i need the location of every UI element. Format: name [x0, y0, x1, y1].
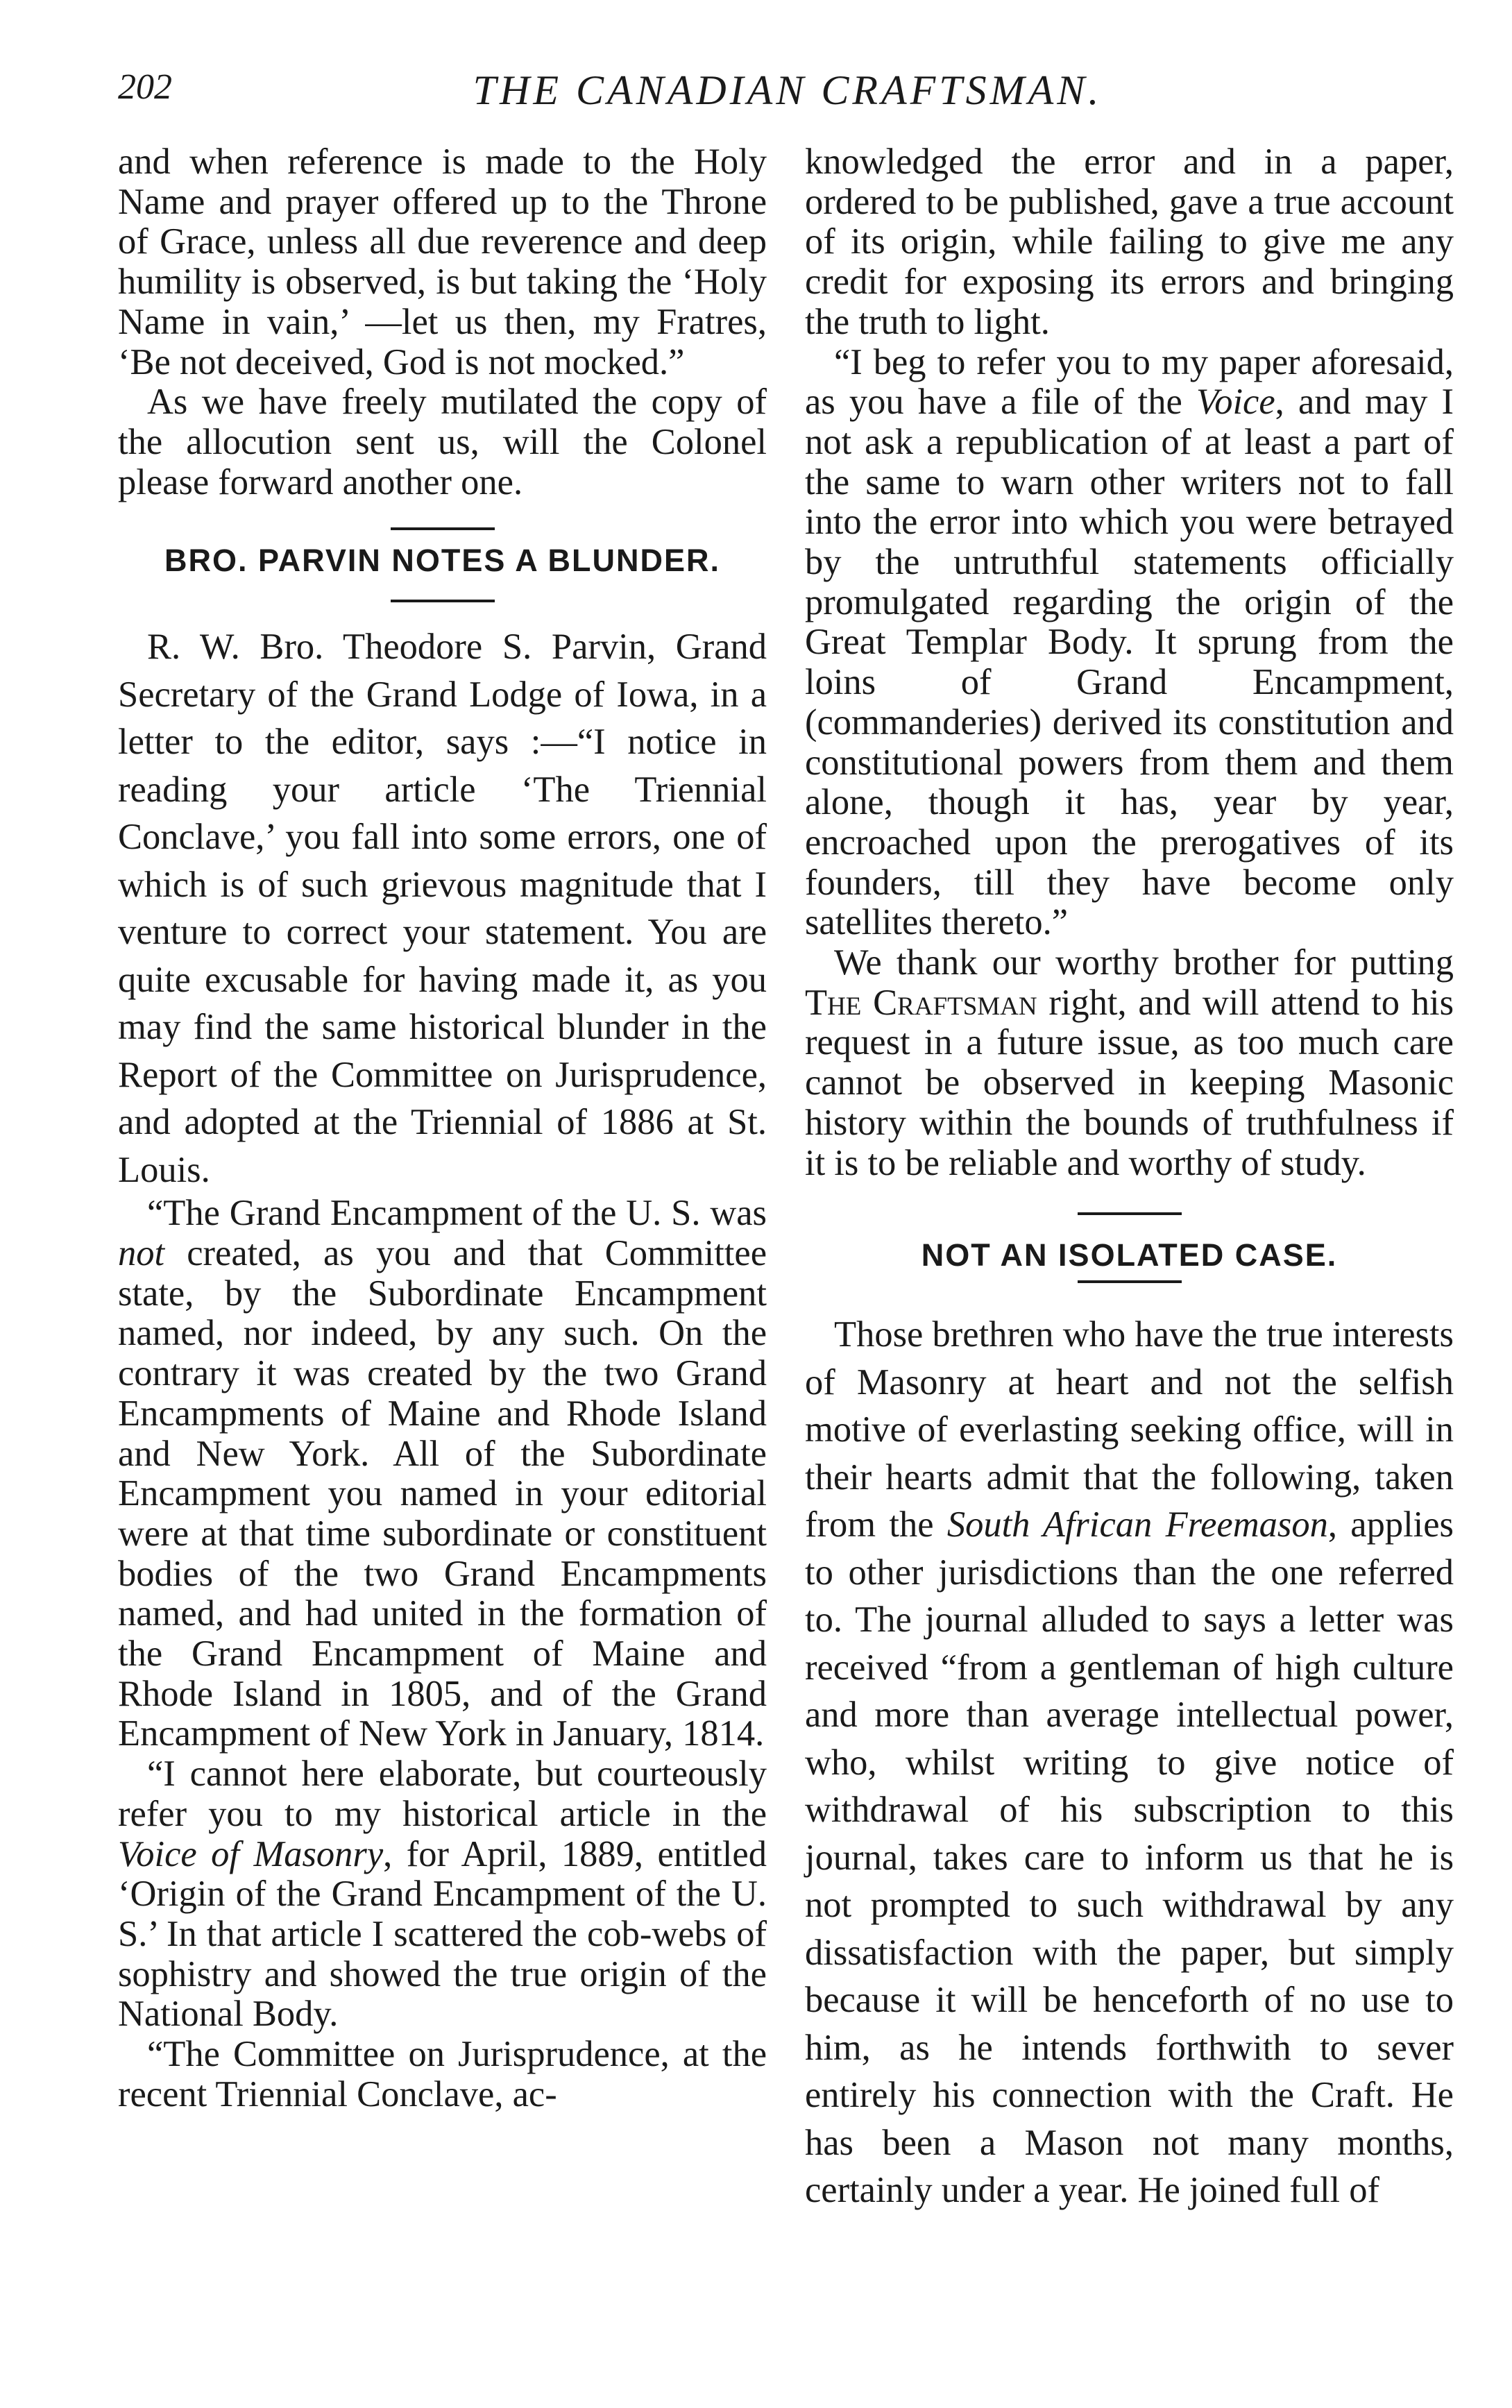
right-column	[805, 142, 1454, 2214]
section-divider	[391, 600, 495, 602]
paragraph: “I beg to refer you to my paper aforesaid, as you have a file of the Voice, and may I not ask a republication of at least a part of the same to warn other writers not to fall into the error into which you were betrayed by the untruthful statements officially promulgated regarding the origin of the Great Templar Body. It sprung from the loins of Grand Encampment, (commanderies) derived its constitution and constitutional powers from them and them alone, though it has, year by year, encroached upon the prerogatives of its founders, till they have become only satellites thereto.”	[805, 341, 1454, 943]
emphasis: not	[118, 1233, 165, 1274]
publication-name: The Craftsman	[805, 982, 1037, 1023]
section-divider	[391, 527, 495, 530]
section-divider	[1078, 1212, 1182, 1215]
running-title: THE CANADIAN CRAFTSMAN.	[473, 67, 1103, 113]
page-header	[118, 67, 1457, 122]
publication-title: Voice	[1196, 382, 1275, 423]
section-divider	[1078, 1280, 1182, 1283]
paragraph: and when reference is made to the Holy Name and prayer offered up to the Throne of Grace, unless all due reverence and deep humility is observed, is but taking the ‘Holy Name in vain,’ —let us then, my Fratres, ‘Be not deceived, God is not mocked.”	[118, 142, 767, 382]
page-number: 202	[118, 67, 172, 107]
section-heading: BRO. PARVIN NOTES A BLUNDER.	[164, 543, 721, 579]
paragraph: R. W. Bro. Theodore S. Parvin, Grand Secretary of the Grand Lodge of Iowa, in a letter to the editor, says :—“I notice in reading your article ‘The Triennial Conclave,’ you fall into some errors, one of which is of such grievous magnitude that I venture to correct your statement. You are quite excusable for having made it, as you may find the same historical blunder in the Report of the Committee on Jurisprudence, and adopted at the Triennial of 1886 at St. Louis.	[118, 627, 767, 1190]
section-heading: NOT AN ISOLATED CASE.	[921, 1237, 1338, 1273]
paragraph: knowledged the error and in a paper, ordered to be published, gave a true account of its origin, while failing to give me any credit for exposing its errors and bringing the truth to light.	[805, 142, 1454, 342]
paragraph: We thank our worthy brother for putting The Craftsman right, and will attend to his request in a future issue, as too much care cannot be observed in keeping Masonic history within the bounds of truthfulness if it is to be reliable and worthy of study.	[805, 942, 1454, 1183]
paragraph: Those brethren who have the true interests of Masonry at heart and not the selfish motive of everlasting seeking office, will in their hearts admit that the following, taken from the South African Freemason, applies to other jurisdictions than the one referred to. The journal alluded to says a letter was received “from a gentleman of high culture and more than average intellectual power, who, whilst writing to give notice of withdrawal of his subscription to this journal, takes care to inform us that he is not prompted to such withdrawal by any dissatisfaction with the paper, but simply because it will be henceforth of no use to him, as he intends forthwith to sever entirely his connection with the Craft. He has been a Mason not many months, certainly under a year. He joined full of	[805, 1314, 1454, 2211]
publication-title: South African Freemason	[946, 1504, 1328, 1545]
paragraph: “The Grand Encampment of the U. S. was not created, as you and that Committee state, by the Subordinate Encampment named, nor indeed, by any such. On the contrary it was created by the two Grand Encampments of Maine and Rhode Island and New York. All of the Subordinate Encampment you named in your editorial were at that time subordinate or constituent bodies of the two Grand Encampments named, and had united in the formation of the Grand Encampment of Maine and Rhode Island in 1805, and of the Grand Encampment of New York in January, 1814.	[118, 1193, 767, 1754]
paragraph: As we have freely mutilated the copy of the allocution sent us, will the Colonel please forward another one.	[118, 382, 767, 502]
publication-title: Voice of Masonry	[118, 1833, 384, 1874]
paragraph: “I cannot here elaborate, but courteously refer you to my historical article in the Voice of Masonry, for April, 1889, entitled ‘Origin of the Grand Encampment of the U. S.’ In that article I scattered the cob-webs of sophistry and showed the true origin of the National Body.	[118, 1754, 767, 2035]
paragraph: “The Committee on Jurisprudence, at the recent Triennial Conclave, ac-	[118, 2034, 767, 2114]
left-column	[118, 142, 767, 2115]
